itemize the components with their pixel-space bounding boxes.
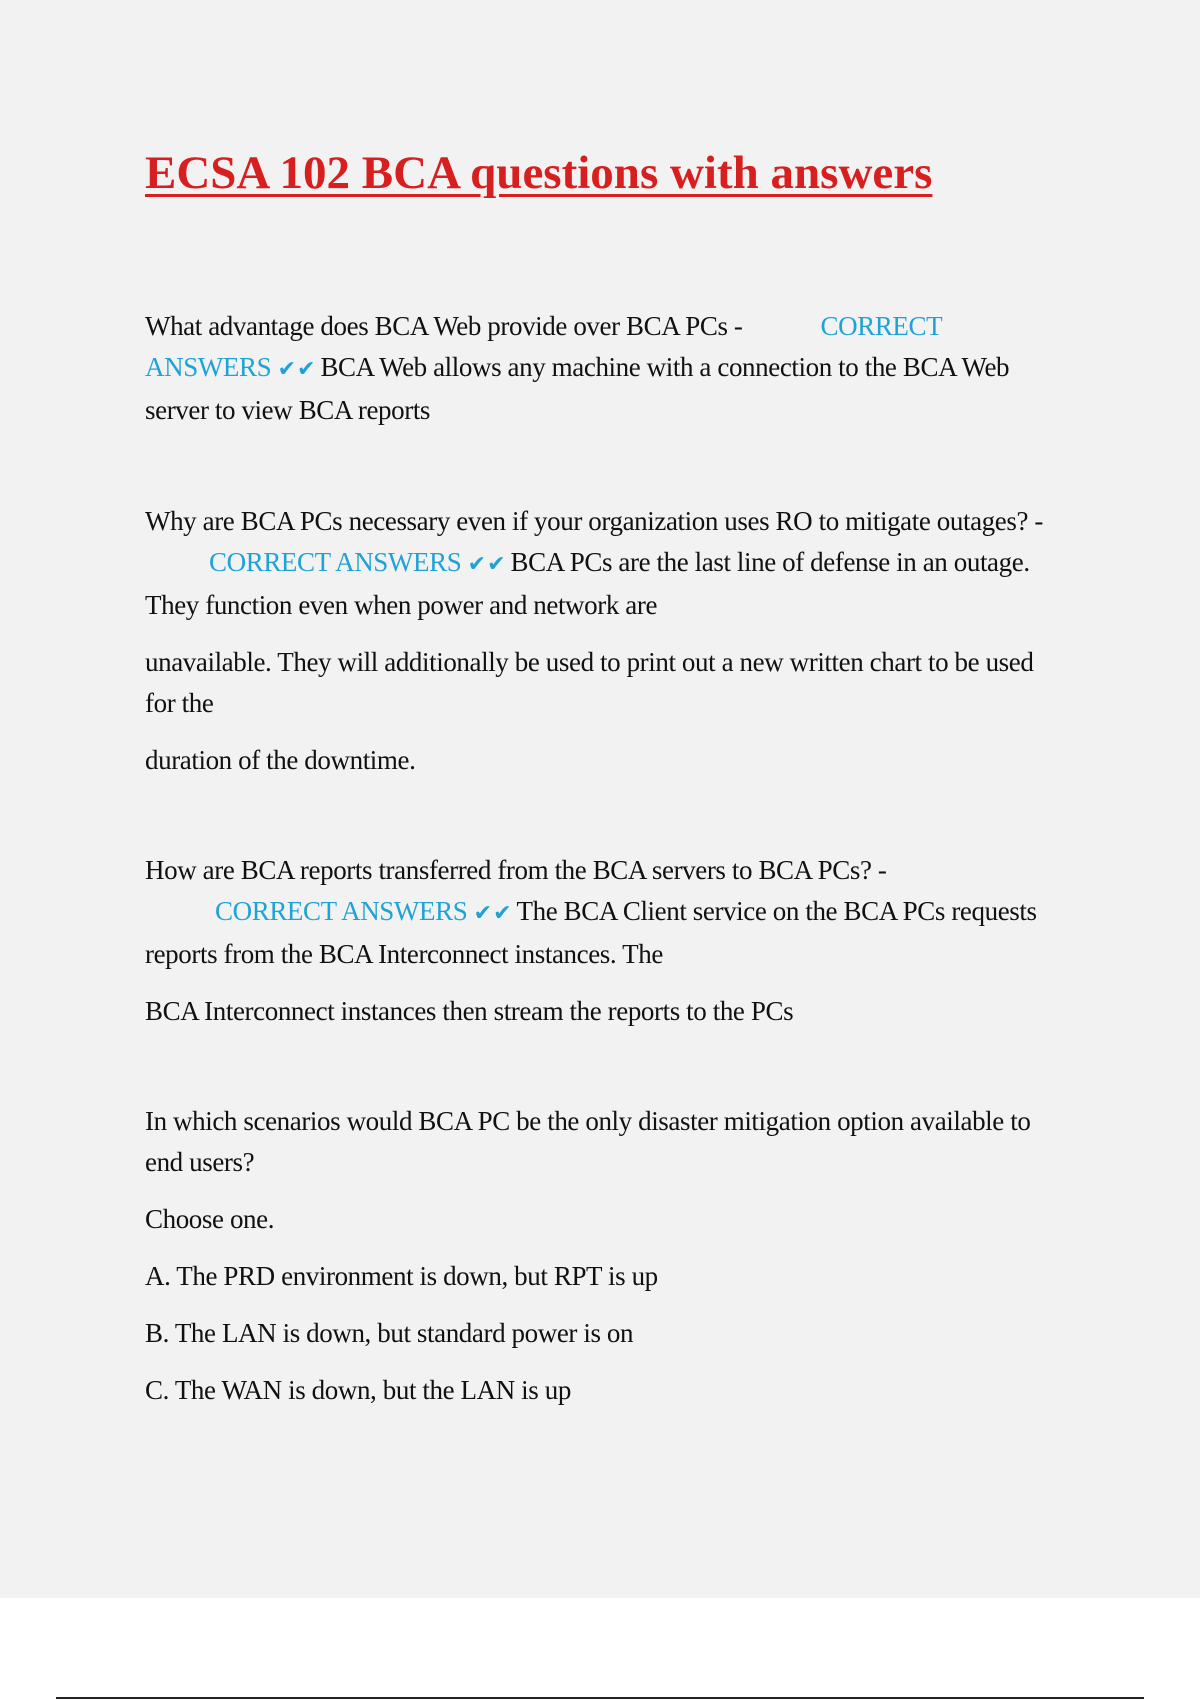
answer-label: CORRECT ANSWERS bbox=[215, 896, 468, 926]
page-title: ECSA 102 BCA questions with answers bbox=[145, 147, 933, 199]
check-check-icon: ✔✔ bbox=[277, 357, 317, 382]
answer-continuation: BCA Interconnect instances then stream the reports to the PCs bbox=[145, 996, 794, 1026]
check-check-icon: ✔✔ bbox=[467, 552, 507, 577]
qa-block-2 bbox=[145, 501, 1065, 781]
answer-label: CORRECT bbox=[820, 311, 943, 341]
question-text: How are BCA reports transferred from the BCA servers to BCA PCs? - bbox=[145, 855, 887, 885]
qa-block-3 bbox=[145, 850, 1065, 1032]
answer-label: CORRECT ANSWERS bbox=[209, 547, 462, 577]
answer-text: The BCA Client service on the BCA PCs requests reports from the BCA Interconnect instances. The bbox=[145, 896, 1037, 969]
question-text: In which scenarios would BCA PC be the only disaster mitigation option available to end users? bbox=[145, 1106, 1031, 1177]
option-c: C. The WAN is down, but the LAN is up bbox=[145, 1375, 571, 1405]
instruction-text: Choose one. bbox=[145, 1204, 275, 1234]
option-b: B. The LAN is down, but standard power is on bbox=[145, 1318, 634, 1348]
option-a: A. The PRD environment is down, but RPT is up bbox=[145, 1261, 658, 1291]
answer-text: BCA Web allows any machine with a connection to the BCA Web server to view BCA reports bbox=[145, 352, 1010, 425]
answer-continuation: duration of the downtime. bbox=[145, 745, 416, 775]
answer-text: BCA PCs are the last line of defense in an outage. They function even when power and network are bbox=[145, 547, 1030, 620]
answer-label: ANSWERS bbox=[145, 352, 272, 382]
question-text: What advantage does BCA Web provide over BCA PCs - bbox=[145, 311, 743, 341]
answer-continuation: unavailable. They will additionally be used to print out a new written chart to be used for the bbox=[145, 647, 1034, 718]
question-block-4 bbox=[145, 1101, 1065, 1183]
check-check-icon: ✔✔ bbox=[473, 901, 513, 926]
qa-block-1 bbox=[145, 306, 1065, 431]
question-text: Why are BCA PCs necessary even if your organization uses RO to mitigate outages? - bbox=[145, 506, 1043, 536]
footer-divider bbox=[56, 1697, 1144, 1699]
